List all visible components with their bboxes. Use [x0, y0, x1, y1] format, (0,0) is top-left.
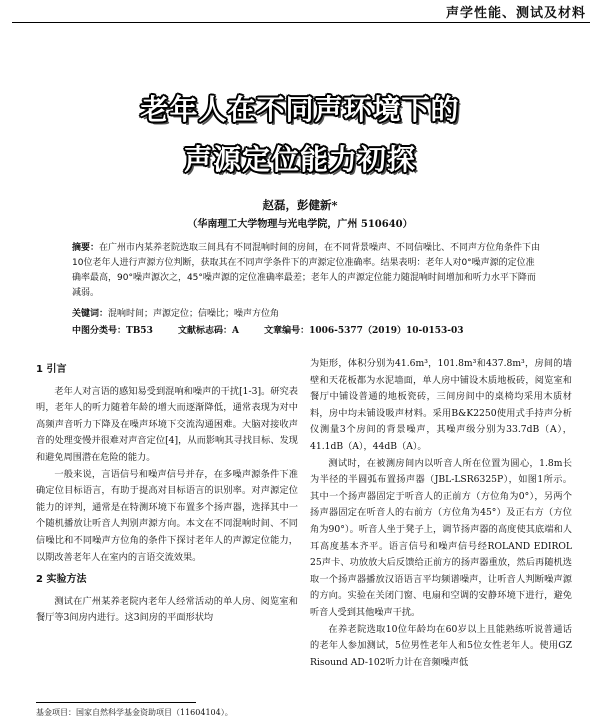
clc-number: 中图分类号：TB53 [72, 326, 153, 336]
abstract-label: 摘要： [72, 243, 100, 253]
section-heading-method: 2 实验方法 [36, 574, 87, 586]
body-paragraph: 为矩形，体积分别为41.6m³，101.8m³和437.8m³，房间的墙壁和天花板都为水泥墙面，单人房中铺设木质地板砖，阅览室和餐厅中铺设普通的地板瓷砖，三间房间中的桌椅均采用木质材料，房中均未铺设吸声材料。采用B&K2250使用式手持声分析仪测量3个房间的背景噪声，其噪声级分别为33.7dB（A），41.1dB（A），44dB（A）。 [310, 358, 572, 452]
body-paragraph: 在养老院选取10位年龄均在60岁以上且能熟练听说普通话的老年人参加测试，5位男性老年人和5位女性老年人。使用GZ Risound AD-102听力计在音频噪声低 [310, 623, 572, 668]
footnote-rule [36, 702, 196, 703]
body-paragraph: 测试时，在被测房间内以听音人所在位置为圆心，1.8m长为半径的半圆弧布置扬声器（JBL-LSR6325P），如图1所示。其中一个扬声器固定于听音人的正前方（方位角为0°），另两个扬声器固定在听音人的右前方（方位角为45°）及正右方（方位角为90°）。听音人坐于凳子上，调节扬声器的高度使其底端和人耳高度基本齐平。语言信号和噪声信号经ROLAND EDIROL 25声卡、功放放大后反馈给正前方的扬声器重放，然后再随机选取一个扬声器播放汉语语言平均频谱噪声，让听音人判断噪声源的方向。实验在关闭门窗、电扇和空调的安静环境下进行，避免听音人受到其他噪声干扰。 [310, 457, 572, 618]
funding-footnote: 基金项目：国家自然科学基金资助项目（11604104）。 [36, 708, 233, 717]
header-rule [12, 22, 590, 23]
document-code: 文献标志码：A [177, 326, 239, 336]
left-column [36, 356, 298, 627]
body-paragraph: 老年人对言语的感知易受到混响和噪声的干扰[1-3]。研究表明，老年人的听力随着年龄的增大而逐渐降低，通常表现为对中高频声音听力下降及在噪声环境下交流沟通困难。大脑对接收声音的处理变慢并很难对声音定位[4]，从而影响其寻找目标、发现和避免周围潜在危险的能力。 [36, 385, 298, 463]
authors: 赵磊，彭健新* [262, 198, 338, 212]
article-meta [72, 323, 552, 336]
journal-section-header: 声学性能、测试及材料 [445, 6, 586, 21]
keywords [72, 306, 542, 319]
section-heading-intro: 1 引言 [36, 364, 67, 375]
title-line-1: 老年人在不同声环境下的 [140, 93, 460, 126]
title-line-2: 声源定位能力初探 [183, 143, 416, 176]
keywords-text: 混响时间；声源定位；信噪比；噪声方位角 [108, 309, 280, 319]
right-column [310, 356, 572, 671]
article-number: 文章编号：1006-5377（2019）10-0153-03 [264, 326, 464, 336]
body-paragraph: 测试在广州某养老院内老年人经常活动的单人房、阅览室和餐厅等3间房内进行。这3间房的平面形状均 [36, 595, 298, 624]
abstract [72, 241, 542, 301]
keywords-label: 关键词： [72, 309, 109, 319]
body-paragraph: 一般来说，言语信号和噪声信号并存，在多噪声源条件下准确定位目标语言，有助于提高对目标语言的识别率。对声源定位能力的评判，通常是在特测环境下布置多个扬声器，选择其中一个随机播放让听音人判别声源方向。本文在不同混响时间、不同信噪比和不同噪声方位角的条件下探讨老年人的声源定位能力，以期改善老年人在室内的言语交流效果。 [36, 468, 298, 563]
affiliation: （华南理工大学物理与光电学院，广州 510640） [187, 219, 413, 230]
abstract-text: 在广州市内某养老院选取三间具有不同混响时间的房间，在不同背景噪声、不同信噪比、不同声方位角条件下由10位老年人进行声源方位判断，获取其在不同声学条件下的声源定位准确率。结果表明：老年人对0°噪声源的定位准确率最高，90°噪声源次之，45°噪声源的定位准确率最差；老年人的声源定位能力随混响时间增加和听力水平下降而减弱。 [72, 243, 541, 298]
